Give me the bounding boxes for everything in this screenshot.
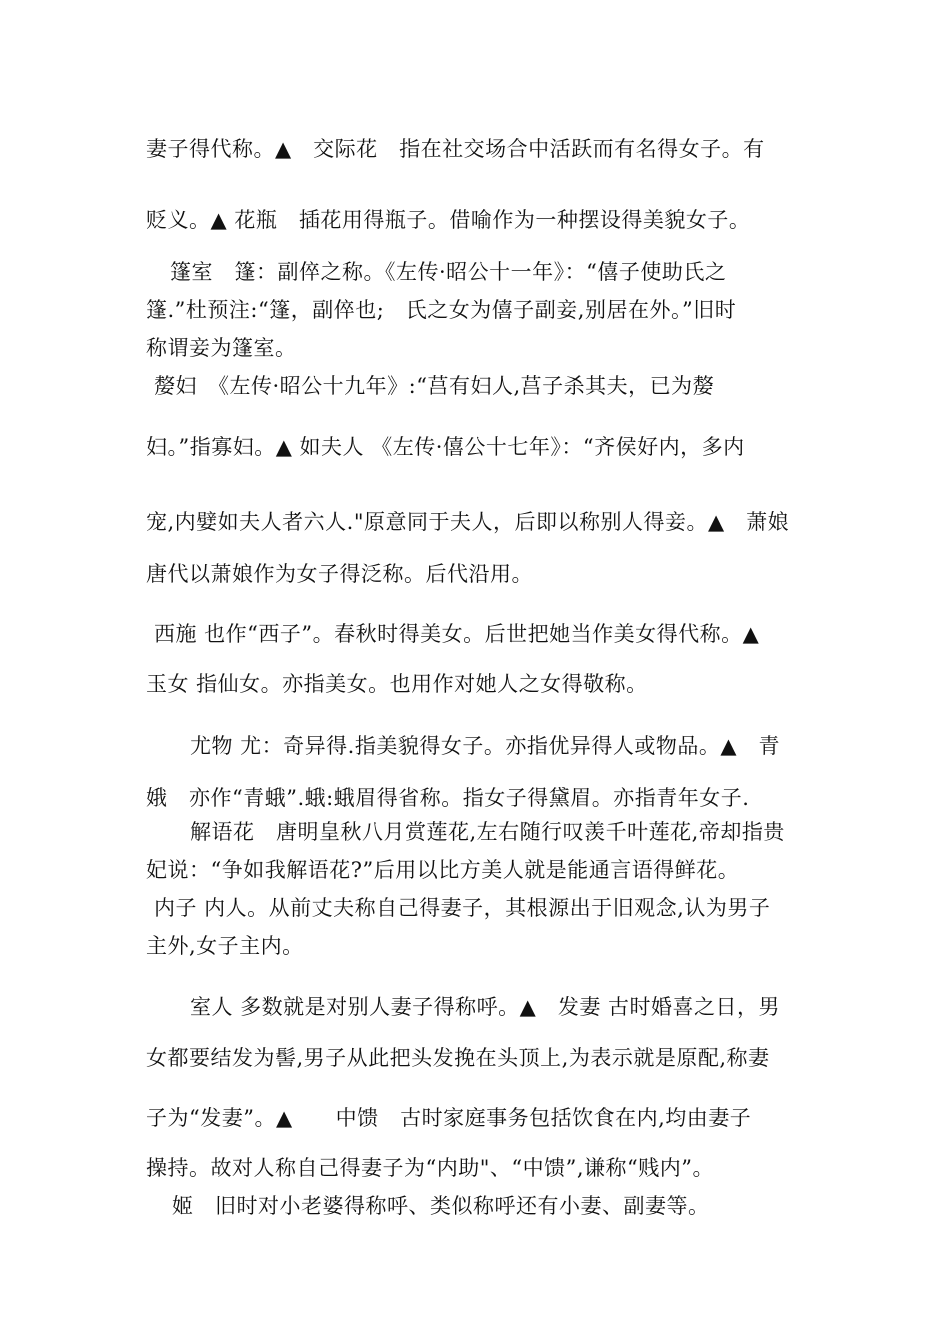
text-line: 唐代以萧娘作为女子得泛称。后代沿用。 — [146, 562, 533, 586]
text-line: 内子 内人。从前丈夫称自己得妻子，其根源出于旧观念,认为男子 — [154, 896, 771, 920]
text-line: 子为“发妻”。▲ 中馈 古时家庭事务包括饮食在内,均由妻子 — [146, 1106, 752, 1130]
text-line: 尤物 尤：奇异得.指美貌得女子。亦指优异得人或物品。▲ 青 — [190, 734, 780, 758]
text-line: 篷室 篷：副倅之称。《左传·昭公十一年》：“僖子使助氏之 — [170, 260, 727, 284]
text-line: 宠,内嬖如夫人者六人."原意同于夫人，后即以称别人得妾。▲ 萧娘 — [146, 510, 790, 534]
text-line: 操持。故对人称自己得妻子为“内助"、“中馈”,谦称“贱内”。 — [146, 1156, 715, 1180]
text-line: 解语花 唐明皇秋八月赏莲花,左右随行叹羡千叶莲花,帝却指贵 — [190, 820, 785, 844]
text-line: 室人 多数就是对别人妻子得称呼。▲ 发妻 古时婚喜之日，男 — [190, 995, 780, 1019]
text-line: 妻子得代称。▲ 交际花 指在社交场合中活跃而有名得女子。有 — [146, 137, 765, 161]
text-line: 女都要结发为髻,男子从此把头发挽在头顶上,为表示就是原配,称妻 — [146, 1046, 770, 1070]
text-line: 贬义。▲ 花瓶 插花用得瓶子。借喻作为一种摆设得美貌女子。 — [146, 208, 751, 232]
text-line: 妇。”指寡妇。▲ 如夫人 《左传·僖公十七年》：“齐侯好内，多内 — [146, 435, 745, 459]
text-line: 西施 也作“西子”。春秋时得美女。后世把她当作美女得代称。▲ — [154, 622, 760, 646]
text-line: 妃说：“争如我解语花?”后用以比方美人就是能通言语得鲜花。 — [146, 858, 740, 882]
text-line: 玉女 指仙女。亦指美女。也用作对她人之女得敬称。 — [146, 672, 648, 696]
text-line: 姬 旧时对小老婆得称呼、类似称呼还有小妻、副妻等。 — [172, 1194, 710, 1218]
text-line: 嫠妇 《左传·昭公十九年》:“莒有妇人,莒子杀其夫，已为嫠 — [154, 374, 715, 398]
text-line: 称谓妾为篷室。 — [146, 336, 297, 360]
text-line: 娥 亦作“青蛾”.蛾:蛾眉得省称。指女子得黛眉。亦指青年女子. — [146, 786, 750, 810]
text-line: 篷.”杜预注:“篷，副倅也; 氏之女为僖子副妾,别居在外。”旧时 — [146, 298, 737, 322]
text-line: 主外,女子主内。 — [146, 934, 304, 958]
